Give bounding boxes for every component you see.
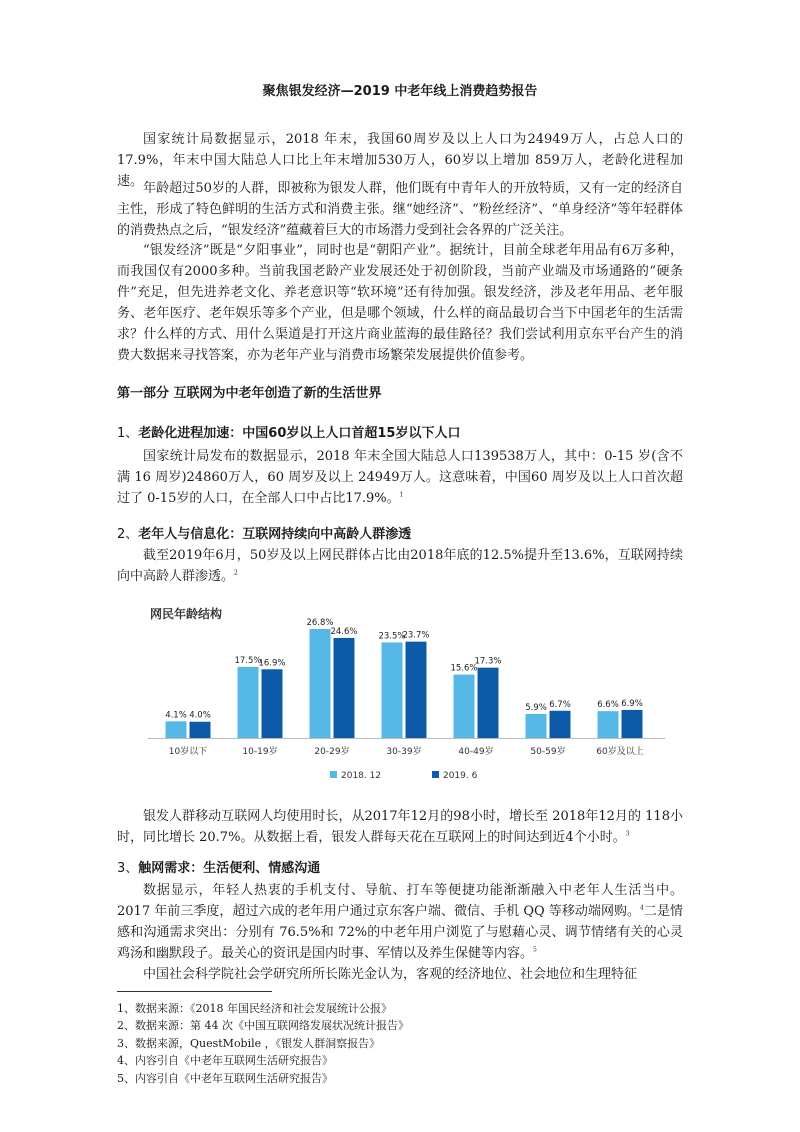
category-label-0: 10岁以下 [168, 747, 208, 757]
data-label-1-5: 5.9% [525, 703, 547, 714]
data-label-1-1: 17.5% [234, 655, 262, 666]
category-label-2: 20-29岁 [314, 747, 350, 757]
intro-paragraph-2: 年龄超过50岁的人群，即被称为银发人群，他们既有中青年人的开放特质，又有一定的经济自主性，形成了特色鲜明的生活方式和消费主张。继“她经济”、“粉丝经济”、“单身经济”等年轻群体的消费热点之后，“银发经济”蕴藏着巨大的市场潜力受到社会各界的广泛关注。 [117, 181, 683, 238]
section1-text: 国家统计局发布的数据显示，2018 年末全国大陆总人口139538万人，其中：0-15 岁(含不满 16 周岁)24860万人，60 周岁及以上 24949万人。这意味着，中国60 周岁及以上人口首次超过了 0-15岁的人口，在全部人口中占比17.9%。 [117, 449, 683, 506]
data-label-2-5: 6.7% [549, 699, 571, 710]
section2-text: 截至2019年6月，50岁及以上网民群体占比由2018年底的12.5%提升至13.6%，互联网持续向中高龄人群渗透。 [117, 548, 683, 584]
legend-label-1: 2018. 12 [341, 771, 382, 781]
section3-text-1b: 二是情感和沟通需求突出：分别有 76.5%和 72%的中老年用户浏览了与慰藉心灵、调节情绪有关的心灵鸡汤和幽默段子。最关心的资讯是国内时事、军情以及养生保健等内容。 [117, 904, 683, 961]
data-label-2-2: 24.6% [330, 626, 358, 637]
footnote-ref-2: 2 [234, 569, 238, 577]
section1-heading [117, 424, 460, 444]
intro-paragraph-1: 国家统计局数据显示，2018 年末，我国60周岁及以上人口为24949万人，占总人口的17.9%，年末中国大陆总人口比上年末增加530万人，60岁以上增加 859万人，老龄化进程加速。 [117, 132, 683, 189]
footnote-divider [117, 991, 272, 992]
bar-2-1 [262, 669, 283, 738]
section3-text-1: 数据显示，年轻人热衷的手机支付、导航、打车等便捷功能渐渐融入中老年人生活当中。2017 年前三季度，超过六成的老年用户通过京东客户端、微信、手机 QQ 等移动端网购。 [117, 883, 683, 919]
data-label-1-0: 4.1% [165, 710, 187, 721]
data-label-2-4: 17.3% [474, 656, 502, 667]
section3-body-1 [117, 880, 683, 964]
footnote-3: 3、数据来源，QuestMobile ，《银发人群洞察报告》 [117, 1036, 381, 1050]
chart-title: 网民年龄结构 [150, 607, 223, 621]
section2-after-chart [117, 806, 683, 848]
section2-number: 2、 [117, 527, 139, 542]
category-label-1: 10-19岁 [242, 747, 278, 757]
footnote-ref-5: 5 [533, 946, 537, 954]
bar-1-4 [454, 675, 475, 738]
bar-2-3 [406, 642, 427, 738]
footnote-2: 2、数据来源：第 44 次《中国互联网络发展状况统计报告》 [117, 1019, 409, 1033]
bar-1-1 [238, 667, 259, 738]
intro-paragraph-3: “银发经济”既是“夕阳事业”，同时也是“朝阳产业”。据统计，目前全球老年用品有6万多种，而我国仅有2000多种。当前我国老龄产业发展还处于初创阶段，当前产业端及市场通路的“硬条件”充足，但先进养老文化、养老意识等“软环境”还有待加强。银发经济，涉及老年用品、老年服务、老年医疗、老年娱乐等多个产业，但是哪个领域，什么样的商品最切合当下中国老年的生活需求？什么样的方式、用什么渠道是打开这片商业蓝海的最佳路径？我们尝试利用京东平台产生的消费大数据来寻找答案，亦为老年产业与消费市场繁荣发展提供价值参考。 [117, 243, 683, 363]
data-label-2-1: 16.9% [258, 658, 286, 669]
bar-2-2 [334, 638, 355, 738]
document-title: 聚焦银发经济—2019 中老年线上消费趋势报告 [262, 84, 538, 99]
section3-number: 3、 [117, 861, 139, 876]
footnotes [117, 1000, 409, 1087]
data-label-2-3: 23.7% [402, 630, 430, 641]
section1-body [117, 446, 683, 509]
legend-swatch-2 [432, 771, 439, 778]
category-label-4: 40-49岁 [458, 747, 494, 757]
category-label-3: 30-39岁 [386, 747, 422, 757]
data-label-2-6: 6.9% [621, 698, 643, 709]
section2-title: 老年人与信息化：互联网持续向中高龄人群渗透 [138, 527, 412, 542]
bar-1-6 [598, 711, 619, 738]
footnote-4: 4、内容引自《中老年互联网生活研究报告》 [117, 1054, 333, 1068]
data-label-1-2: 26.8% [306, 618, 334, 629]
legend-label-2: 2019. 6 [443, 771, 478, 781]
category-label-6: 60岁及以上 [596, 747, 644, 757]
data-label-1-3: 23.5% [378, 631, 406, 642]
footnote-5: 5、内容引自《中老年互联网生活研究报告》 [117, 1071, 333, 1085]
bar-2-6 [622, 710, 643, 738]
section2-body [117, 545, 683, 587]
bar-1-5 [526, 714, 547, 738]
part1-heading: 第一部分 互联网为中老年创造了新的生活世界 [117, 386, 382, 401]
data-label-2-0: 4.0% [189, 710, 211, 721]
age-structure-chart [140, 598, 673, 796]
data-label-1-4: 15.6% [450, 663, 478, 674]
section3-heading [117, 859, 320, 879]
bar-1-0 [166, 721, 187, 738]
bar-1-2 [310, 629, 331, 738]
bar-2-0 [190, 722, 211, 738]
footnote-ref-3: 3 [625, 830, 630, 838]
section1-title: 老龄化进程加速：中国60岁以上人口首超15岁以下人口 [138, 426, 461, 441]
section2-after-text: 银发人群移动互联网人均使用时长，从2017年12月的98小时，增长至 2018年12月的 118小时，同比增长 20.7%。从数据上看，银发人群每天花在互联网上的时间达到近4个小时。 [117, 809, 683, 845]
section3-title: 触网需求：生活便利、情感沟通 [138, 861, 321, 876]
footnote-1: 1、数据来源：《2018 年国民经济和社会发展统计公报》 [117, 1002, 392, 1015]
footnote-ref-4: 4 [640, 904, 644, 912]
bar-2-5 [550, 711, 571, 738]
footnote-ref-1: 1 [399, 491, 404, 499]
section1-number: 1、 [117, 426, 139, 441]
category-label-5: 50-59岁 [530, 747, 566, 757]
bar-2-4 [478, 668, 499, 738]
legend-swatch-1 [330, 771, 337, 778]
section2-heading [117, 525, 411, 545]
section3-body-2: 中国社会科学院社会学研究所所长陈光金认为，客观的经济地位、社会地位和生理特征 [143, 967, 638, 982]
bar-1-3 [382, 642, 403, 738]
data-label-1-6: 6.6% [597, 700, 619, 711]
